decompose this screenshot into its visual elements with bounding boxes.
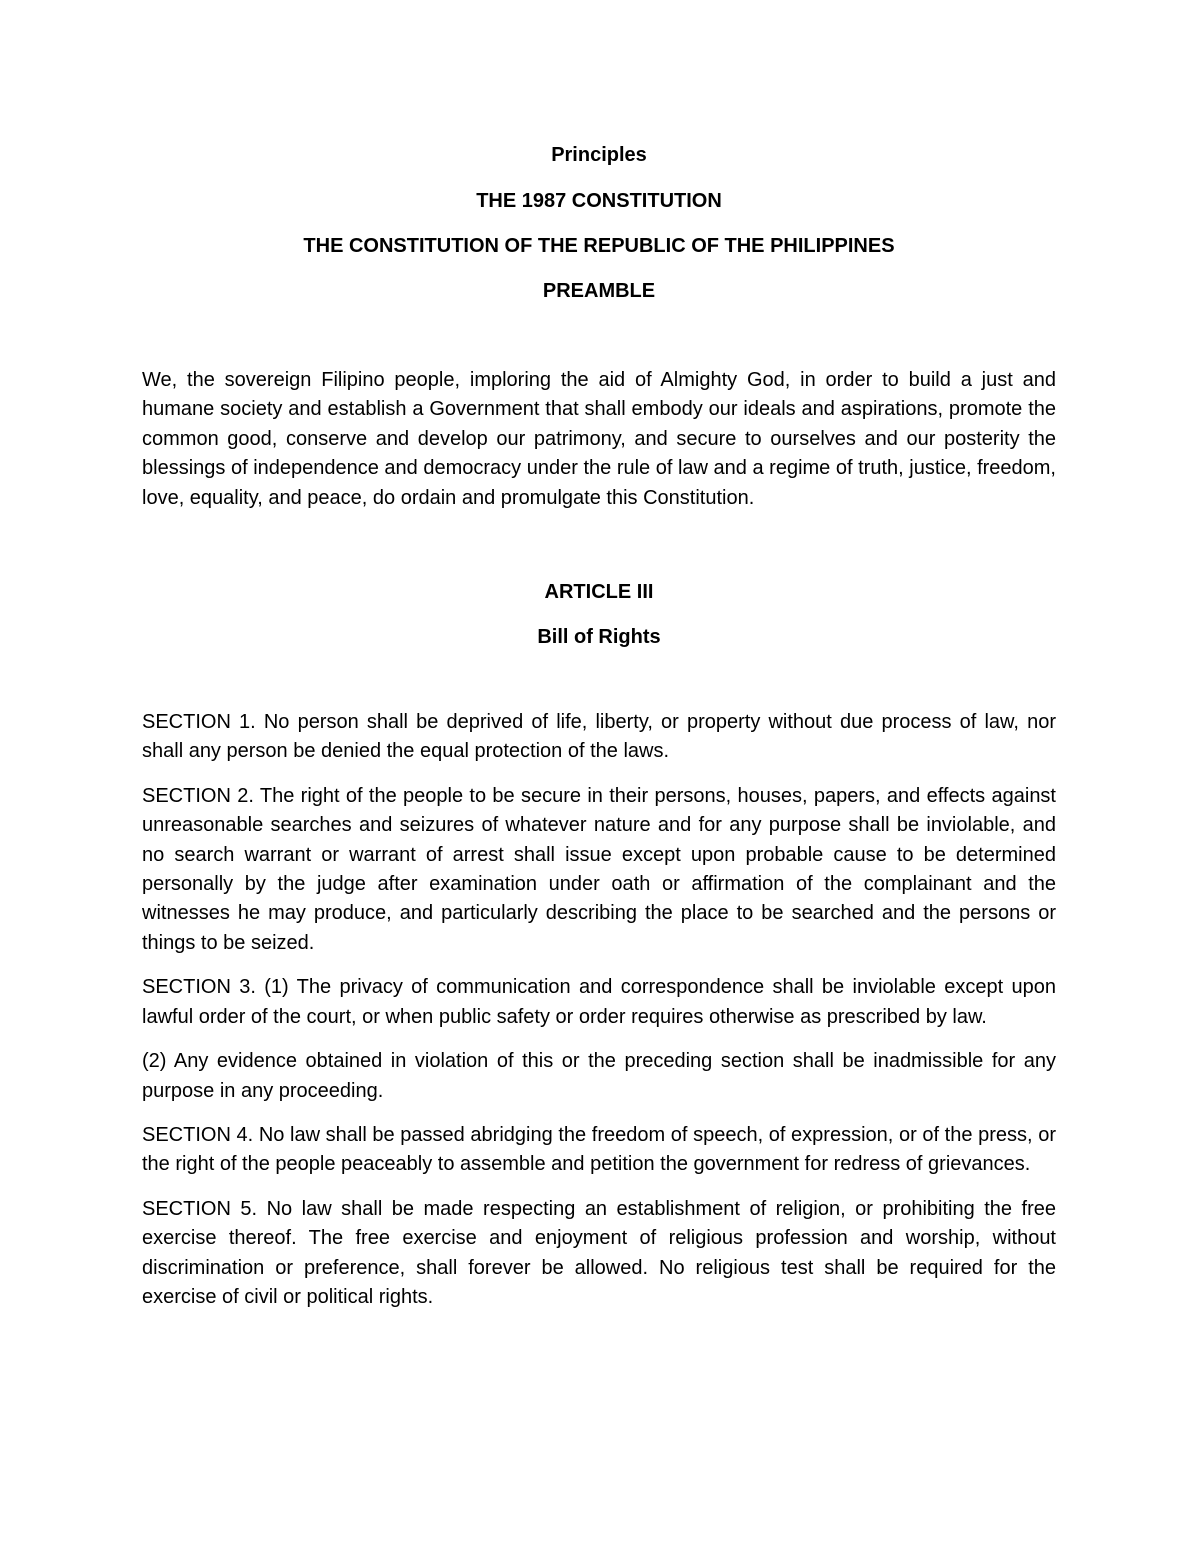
section-5: SECTION 5. No law shall be made respecting an establishment of religion, or prohibiting the free exercise thereof. The free exercise and enjoyment of religious profession and worship, without discrimination or preference, shall forever be allowed. No religious test shall be required for the exercise of civil or political rights. <box>142 1197 1056 1308</box>
document-page <box>142 140 1056 1327</box>
section-3-paragraph-2: (2) Any evidence obtained in violation of this or the preceding section shall be inadmissible for any purpose in any proceeding. <box>142 1050 1056 1102</box>
section-3-paragraph-1: SECTION 3. (1) The privacy of communication and correspondence shall be inviolable except upon lawful order of the court, or when public safety or order requires otherwise as prescribed by law. <box>142 976 1056 1028</box>
sections-list <box>142 708 1056 1312</box>
preamble-heading: PREAMBLE <box>542 280 656 302</box>
article-number: ARTICLE III <box>544 581 654 604</box>
section-4: SECTION 4. No law shall be passed abridging the freedom of speech, of expression, or of the press, or the right of the people peaceably to assemble and petition the government for redress of grievances. <box>142 1123 1056 1176</box>
doc-title-constitution-full: THE CONSTITUTION OF THE REPUBLIC OF THE PHILIPPINES <box>303 235 895 257</box>
doc-title-constitution-year: THE 1987 CONSTITUTION <box>476 190 722 212</box>
article-title: Bill of Rights <box>537 626 661 649</box>
section-2: SECTION 2. The right of the people to be secure in their persons, houses, papers, and effects against unreasonable searches and seizures of whatever nature and for any purpose shall be inviolable, and no search warrant or warrant of arrest shall issue except upon probable cause to be determined personally by the judge after examination under oath or affirmation of the complainant and the witnesses he may produce, and particularly describing the place to be searched and the persons or things to be seized. <box>142 784 1056 954</box>
preamble-text: We, the sovereign Filipino people, imploring the aid of Almighty God, in order to build a just and humane society and establish a Government that shall embody our ideals and aspirations, promote the common good, conserve and develop our patrimony, and secure to ourselves and our posterity the blessings of independence and democracy under the rule of law and a regime of truth, justice, freedom, love, equality, and peace, do ordain and promulgate this Constitution. <box>142 369 1056 509</box>
article-header <box>142 577 1056 652</box>
section-1: SECTION 1. No person shall be deprived of life, liberty, or property without due process of law, nor shall any person be denied the equal protection of the laws. <box>142 711 1056 763</box>
doc-title-principles: Principles <box>551 144 647 166</box>
